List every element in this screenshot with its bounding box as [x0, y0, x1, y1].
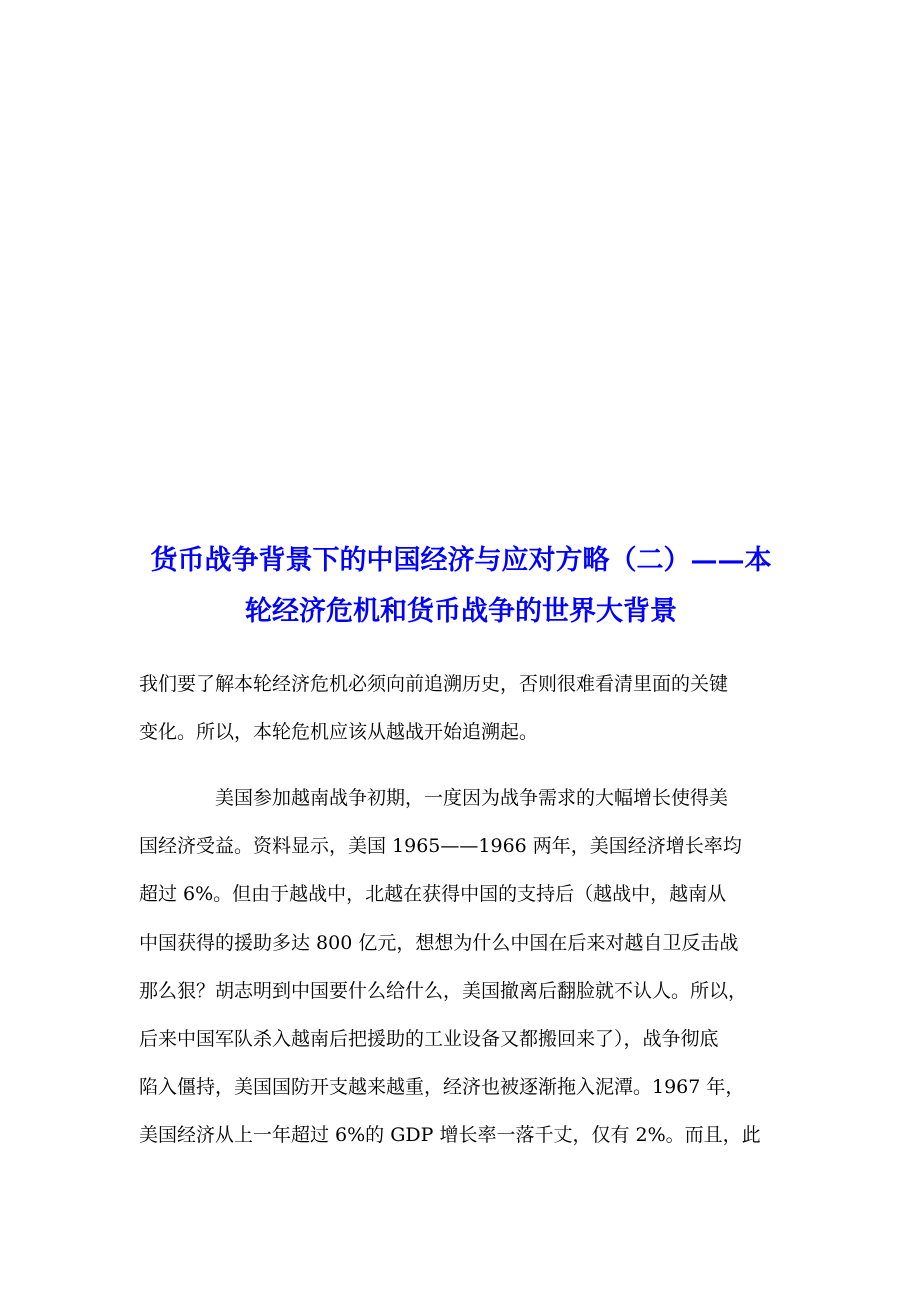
intro-line-1: 我们要了解本轮经济危机必须向前追溯历史，否则很难看清里面的关键 [139, 673, 729, 695]
body-line-5: 那么狠？胡志明到中国要什么给什么，美国撤离后翻脸就不认人。所以， [139, 979, 748, 1002]
body-line-1: 美国参加越南战争初期，一度因为战争需求的大幅增长使得美 [215, 787, 729, 809]
body-line-2: 国经济受益。资料显示，美国 1965——1966 两年，美国经济增长率均 [139, 835, 742, 858]
title-line-1: 货币战争背景下的中国经济与应对方略（二）——本 [150, 545, 772, 576]
body-line-8: 美国经济从上一年超过 6%的 GDP 增长率一落千丈，仅有 2%。而且，此 [139, 1124, 761, 1147]
intro-paragraph [139, 660, 784, 756]
body-line-3: 超过 6%。但由于越战中，北越在获得中国的支持后（越战中，越南从 [139, 883, 727, 906]
body-line-4: 中国获得的援助多达 800 亿元，想想为什么中国在后来对越自卫反击战 [139, 931, 739, 954]
body-line-7: 陷入僵持，美国国防开支越来越重，经济也被逐渐拖入泥潭。1967 年， [139, 1076, 745, 1099]
intro-line-2: 变化。所以，本轮危机应该从越战开始追溯起。 [139, 721, 539, 743]
body-line-6: 后来中国军队杀入越南后把援助的工业设备又都搬回来了），战争彻底 [139, 1028, 719, 1051]
title-line-2: 轮经济危机和货币战争的世界大背景 [245, 596, 677, 627]
document-title [138, 535, 784, 637]
body-paragraph [139, 774, 784, 1160]
